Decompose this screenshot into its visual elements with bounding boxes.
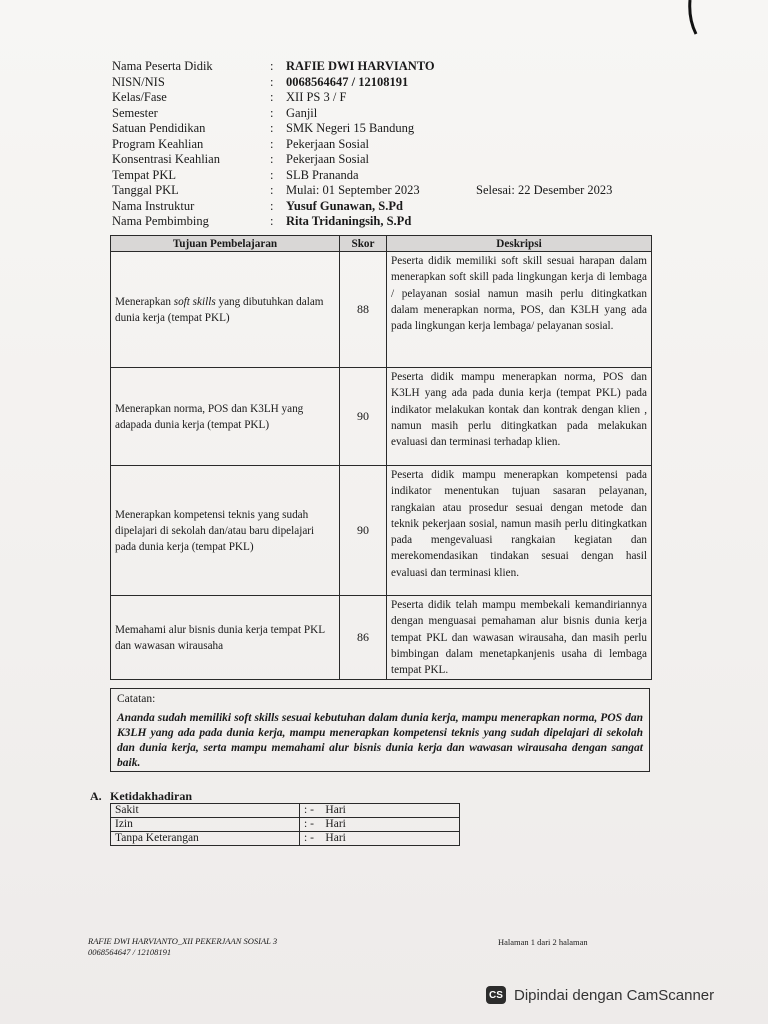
- info-colon: :: [270, 183, 274, 197]
- table-header-row: [111, 236, 652, 252]
- absence-count: : -: [304, 804, 314, 816]
- camscanner-text: Dipindai dengan CamScanner: [514, 986, 715, 1004]
- info-label: Tanggal PKL: [112, 183, 179, 197]
- camscanner-icon: CS: [486, 986, 506, 1004]
- absence-table: [110, 803, 460, 846]
- notes-text: Ananda sudah memiliki soft skills sesuai kebutuhan dalam dunia kerja, mampu menerapkan norma, POS dan K3LH yang ada pada dunia kerja, mampu menerapkan kompetensi teknis yang sudah dipelajari di sekolah dan dunia kerja, serta mampu memahami alur bisnis dunia kerja dan wawasan wirausaha dengan sangat baik.: [117, 712, 643, 769]
- info-value: Ganjil: [286, 105, 318, 120]
- info-value: Yusuf Gunawan, S.Pd: [286, 198, 403, 213]
- absence-value: [300, 818, 460, 832]
- absence-value: [300, 804, 460, 818]
- deskripsi-cell: Peserta didik telah mampu membekali kemandiriannya dengan menguasai pemahaman alur bisnis dunia kerja tempat PKL dan wawasan wirausaha, dan masih perlu bimbingan dalam menetapkanjenis usaha di lembaga tempat PKL.: [387, 596, 652, 680]
- info-value: RAFIE DWI HARVIANTO: [286, 59, 435, 73]
- skor-cell: 88: [340, 252, 387, 368]
- camscanner-watermark: [486, 986, 714, 1004]
- notes-box: [110, 688, 650, 772]
- absence-unit: Hari: [325, 804, 346, 816]
- deskripsi-cell: Peserta didik mampu menerapkan kompetensi pada indikator menentukan tujuan sasaran pelayanan, rangkaian atau prosedur sesuai dengan metode dan teknik pekerjaan sosial, namun masih perlu ditingkatkan pada mengevaluasi rangkaian kegiatan dan merekomendasikan tindakan sesuai dengan hasil evaluasi dan terminasi klien.: [387, 466, 652, 596]
- absence-name: Izin: [111, 818, 300, 832]
- info-value: 0068564647 / 12108191: [286, 74, 409, 89]
- info-colon: :: [270, 90, 274, 104]
- skor-cell: 90: [340, 368, 387, 466]
- info-value: Rita Tridaningsih, S.Pd: [286, 214, 412, 228]
- info-label: Semester: [112, 105, 158, 120]
- tujuan-cell: Menerapkan norma, POS dan K3LH yang adapada dunia kerja (tempat PKL): [111, 368, 340, 466]
- footer-student: [88, 936, 277, 958]
- tujuan-cell: Menerapkan kompetensi teknis yang sudah dipelajari di sekolah dan/atau baru dipelajari pada dunia kerja (tempat PKL): [111, 466, 340, 596]
- skor-cell: 90: [340, 466, 387, 596]
- table-row: [111, 466, 652, 596]
- info-value: SMK Negeri 15 Bandung: [286, 121, 415, 135]
- tujuan-text: yang dibutuhkan dalam dunia kerja (tempat PKL): [115, 295, 324, 324]
- table-row: [111, 818, 460, 832]
- tujuan-emphasis: soft skills: [173, 295, 216, 308]
- header-tujuan: Tujuan Pembelajaran: [111, 236, 340, 252]
- info-value: Mulai: 01 September 2023: [286, 183, 420, 197]
- table-row: [111, 832, 460, 846]
- info-colon: :: [270, 136, 274, 151]
- info-end-date: Selesai: 22 Desember 2023: [476, 183, 613, 197]
- info-value: Pekerjaan Sosial: [286, 152, 369, 166]
- info-colon: :: [270, 152, 274, 166]
- deskripsi-cell: Peserta didik memiliki soft skill sesuai harapan dalam menerapkan soft skill pada lingkungan kerja di lembaga / pelayanan sosial namun masih perlu ditingkatkan dalam menerapkan norma, POS, dan K3LH yang ada pada lingkungan kerja lembaga/ pelayanan sosial.: [387, 252, 652, 368]
- section-title: Ketidakhadiran: [110, 789, 193, 803]
- info-value: Pekerjaan Sosial: [286, 136, 369, 151]
- table-row: [111, 804, 460, 818]
- tujuan-cell: [111, 252, 340, 368]
- info-label: NISN/NIS: [112, 74, 165, 89]
- tujuan-text: Menerapkan: [115, 295, 174, 308]
- info-colon: :: [270, 167, 274, 182]
- info-value: XII PS 3 / F: [286, 90, 347, 104]
- pen-mark: [684, 0, 704, 40]
- info-label: Nama Instruktur: [112, 198, 195, 213]
- assessment-table: [110, 235, 652, 680]
- info-label: Kelas/Fase: [112, 90, 167, 104]
- info-colon: :: [270, 105, 274, 120]
- info-colon: :: [270, 198, 274, 213]
- absence-name: Tanpa Keterangan: [111, 832, 300, 846]
- absence-unit: Hari: [325, 832, 346, 844]
- info-label: Program Keahlian: [112, 136, 204, 151]
- info-label: Konsentrasi Keahlian: [112, 152, 220, 166]
- info-colon: :: [270, 74, 274, 89]
- footer-line: RAFIE DWI HARVIANTO_XII PEKERJAAN SOSIAL 3: [88, 936, 278, 946]
- info-colon: :: [270, 214, 274, 228]
- absence-unit: Hari: [325, 818, 346, 830]
- absence-count: : -: [304, 818, 314, 830]
- info-label: Satuan Pendidikan: [112, 121, 206, 135]
- section-letter: A.: [90, 789, 102, 803]
- tujuan-cell: Memahami alur bisnis dunia kerja tempat PKL dan wawasan wirausaha: [111, 596, 340, 680]
- header-skor: Skor: [340, 236, 387, 252]
- table-row: [111, 596, 652, 680]
- info-value: SLB Prananda: [286, 167, 359, 182]
- info-label: Nama Pembimbing: [112, 214, 209, 228]
- info-colon: :: [270, 59, 274, 73]
- header-deskripsi: Deskripsi: [387, 236, 652, 252]
- table-row: [111, 252, 652, 368]
- info-colon: :: [270, 121, 274, 135]
- absence-count: : -: [304, 832, 314, 844]
- table-row: [111, 368, 652, 466]
- notes-label: Catatan:: [117, 693, 156, 705]
- skor-cell: 86: [340, 596, 387, 680]
- absence-name: Sakit: [111, 804, 300, 818]
- info-label: Nama Peserta Didik: [112, 59, 213, 73]
- footer-line: 0068564647 / 12108191: [88, 947, 172, 957]
- absence-value: [300, 832, 460, 846]
- info-label: Tempat PKL: [112, 167, 177, 182]
- deskripsi-cell: Peserta didik mampu menerapkan norma, POS dan K3LH yang ada pada dunia kerja (tempat PKL) pada indikator melakukan kontak dan kontrak dengan klien , namun masih perlu ditingkatkan pada melakukan evaluasi dan terminasi terhadap klien.: [387, 368, 652, 466]
- page-number: Halaman 1 dari 2 halaman: [498, 937, 588, 947]
- absence-heading: [90, 789, 192, 804]
